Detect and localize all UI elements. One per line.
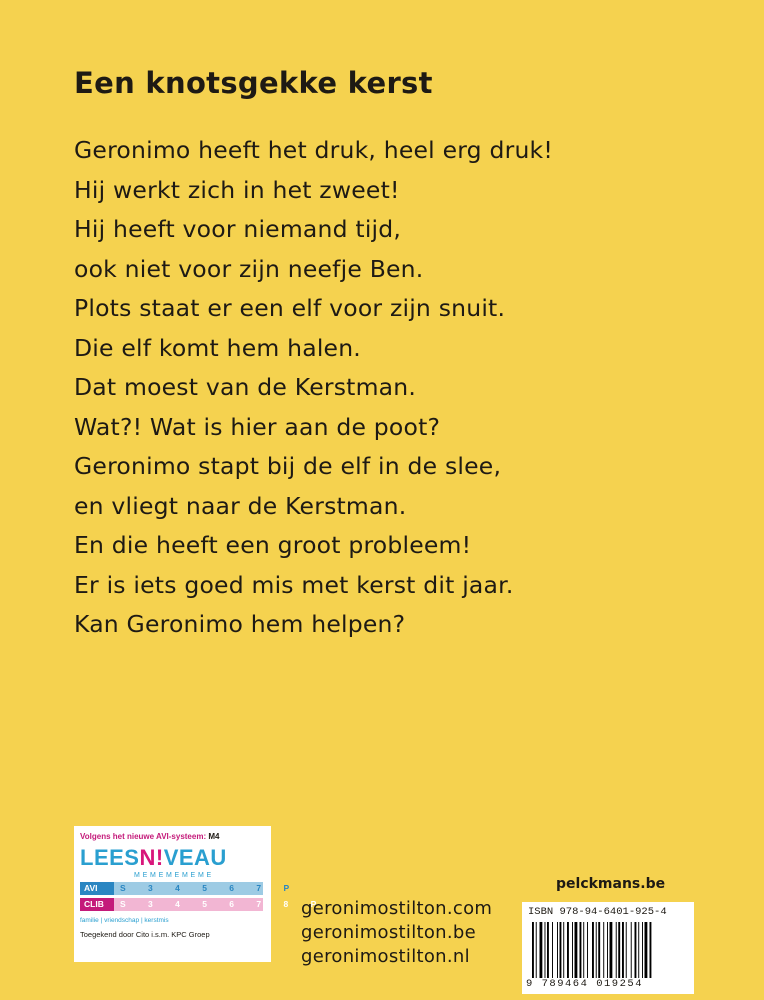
blurb-line: En die heeft een groot probleem! — [74, 531, 472, 559]
blurb-line: en vliegt naar de Kerstman. — [74, 491, 407, 520]
blurb-line: Wat?! Wat is hier aan de poot? — [74, 412, 441, 441]
clib-scale-steps: S 3 4 5 6 7 8 P — [120, 899, 327, 909]
blurb-line: Kan Geronimo hem helpen? — [74, 610, 406, 638]
clib-scale-row — [80, 898, 327, 911]
website-list — [301, 897, 492, 969]
blurb-line: Plots staat er een elf voor zijn snuit. — [74, 294, 506, 322]
leesniveau-logo-part: N! — [139, 845, 164, 870]
blurb-line: Er is iets goed mis met kerst dit jaar. — [74, 570, 514, 599]
avi-me-row: M E M E M E M E M E — [134, 872, 212, 879]
leesniveau-logo — [80, 845, 227, 871]
avi-scale-row — [80, 882, 300, 895]
avi-themes: familie | vriendschap | kerstmis — [80, 917, 169, 924]
blurb-line: Dat moest van de Kerstman. — [74, 373, 417, 401]
website-link[interactable]: geronimostilton.be — [301, 922, 477, 943]
leesniveau-logo-part: LEES — [80, 845, 140, 870]
website-link[interactable]: geronimostilton.nl — [301, 946, 470, 967]
leesniveau-logo-part: VEAU — [163, 845, 227, 870]
back-cover-blurb — [74, 131, 553, 645]
avi-scale-label: AVI — [80, 882, 114, 895]
avi-caption-text: Volgens het nieuwe AVI-systeem: — [80, 832, 207, 841]
barcode-bars — [532, 922, 684, 978]
blurb-line: Geronimo heeft het druk, heel erg druk! — [74, 136, 553, 164]
avi-reading-level-badge — [74, 826, 327, 962]
avi-award-text: Toegekend door Cito i.s.m. KPC Groep — [80, 930, 210, 939]
website-link[interactable]: geronimostilton.com — [301, 898, 493, 919]
blurb-line: Hij werkt zich in het zweet! — [74, 175, 400, 204]
book-title: Een knotsgekke kerst — [74, 66, 433, 100]
isbn-label: ISBN 978-94-6401-925-4 — [528, 906, 667, 918]
barcode — [522, 902, 694, 994]
publisher-url[interactable]: pelckmans.be — [556, 876, 666, 892]
clib-scale-label: CLIB — [80, 898, 114, 911]
blurb-line: Die elf komt hem halen. — [74, 333, 361, 362]
blurb-line: ook niet voor zijn neefje Ben. — [74, 254, 424, 283]
blurb-line: Geronimo stapt bij de elf in de slee, — [74, 452, 502, 480]
blurb-line: Hij heeft voor niemand tijd, — [74, 215, 402, 243]
barcode-number: 9 789464 019254 — [526, 978, 644, 990]
avi-caption — [80, 832, 219, 841]
avi-scale-steps: S 3 4 5 6 7 P — [120, 883, 300, 893]
avi-level: M4 — [208, 832, 220, 841]
